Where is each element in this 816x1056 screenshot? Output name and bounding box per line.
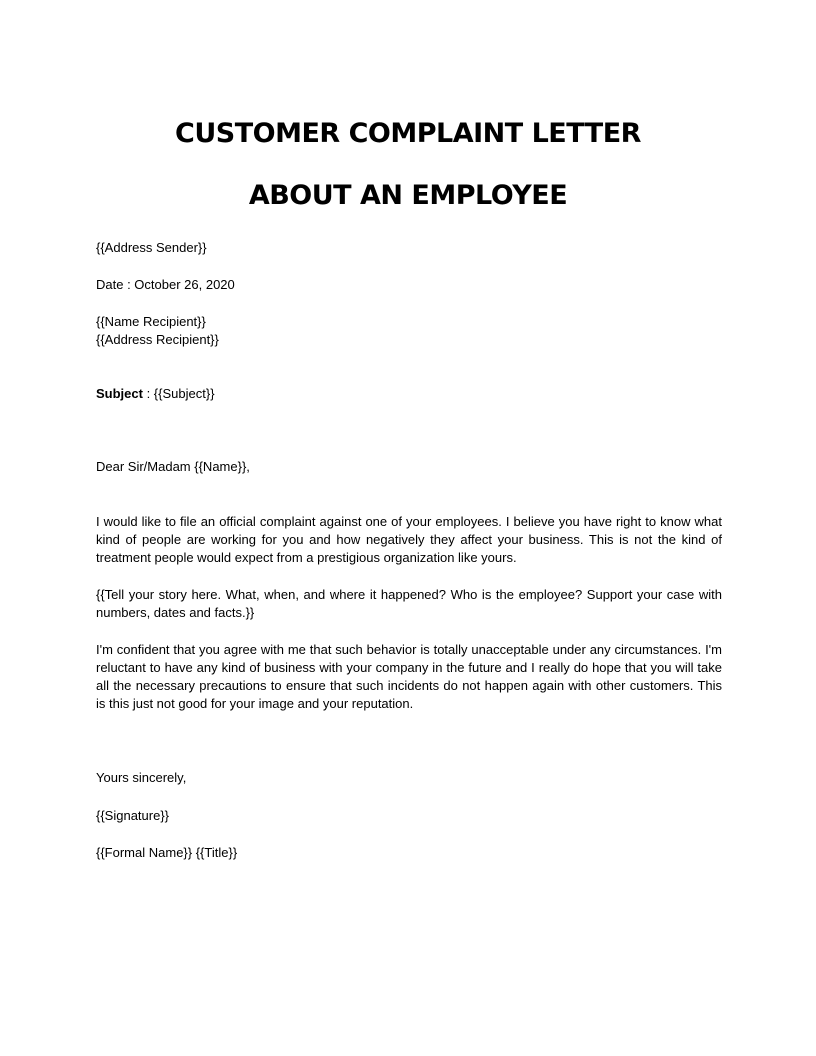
formal-name-title: {{Formal Name}} {{Title}}	[96, 845, 238, 860]
closing: Yours sincerely,	[96, 770, 187, 785]
subject-line	[96, 385, 722, 403]
salutation: Dear Sir/Madam {{Name}},	[96, 459, 250, 474]
paragraph-3: I'm confident that you agree with me that such behavior is totally unacceptable under any circumstances. I'm reluctant to have any kind of business with your company in the future and I really do hope that you will take all the necessary precautions to ensure that such incidents do not happen again with other customers. This is this just not good for your image and your reputation.	[96, 642, 722, 711]
address-sender: {{Address Sender}}	[96, 240, 207, 255]
paragraph-2: {{Tell your story here. What, when, and where it happened? Who is the employee? Support your case with numbers, dates and facts.}}	[96, 587, 722, 620]
date-line: Date : October 26, 2020	[96, 277, 235, 292]
document-title-line-2: ABOUT AN EMPLOYEE	[248, 180, 568, 211]
paragraph-1: I would like to file an official complaint against one of your employees. I believe you have right to know what kind of people are working for you and how negatively they affect your business. This is not the kind of treatment people would expect from a prestigious organization like yours.	[96, 514, 722, 565]
name-recipient: {{Name Recipient}}	[96, 314, 206, 329]
address-recipient: {{Address Recipient}}	[96, 332, 219, 347]
document-title-line-1: CUSTOMER COMPLAINT LETTER	[175, 118, 641, 149]
subject-label: Subject	[96, 386, 143, 401]
subject-value: : {{Subject}}	[142, 386, 215, 401]
signature: {{Signature}}	[96, 808, 170, 823]
